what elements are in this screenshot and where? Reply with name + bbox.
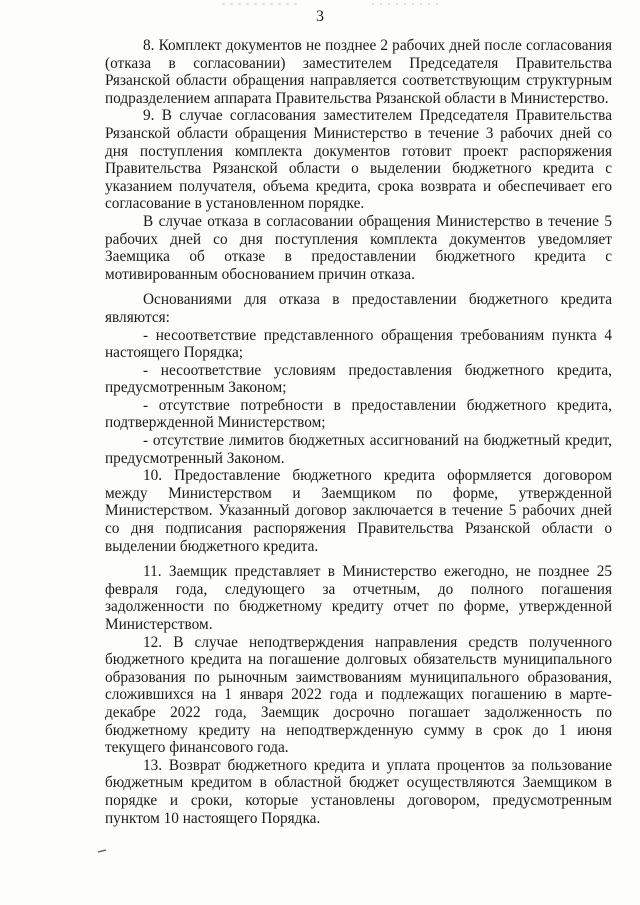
refusal-ground-item: - отсутствие потребности в предоставлении бюджетного кредита, подтвержденной Министерством; xyxy=(105,396,612,432)
spacer xyxy=(105,283,612,291)
clause-12: 12. В случае неподтверждения направления средств полученного бюджетного кредита на погашение долговых обязательств муниципального образования по рыночным заимствованиям муниципального образования, сложившихся на 1 января 2022 года и подлежащих погашению в марте-декабре 2022 года, Заемщик досрочно погашает задолженность по бюджетному кредиту на неподтвержденную сумму в срок до 1 июня текущего финансового года. xyxy=(105,633,612,757)
clause-10: 10. Предоставление бюджетного кредита оформляется договором между Министерством и Заемщиком по форме, утвержденной Министерством. Указанный договор заключается в течение 5 рабочих дней со дня подписания распоряжения Правительства Рязанской области о выделении бюджетного кредита. xyxy=(105,467,612,555)
scan-pen-mark xyxy=(98,850,106,852)
refusal-ground-item: - несоответствие условиям предоставления бюджетного кредита, предусмотренным Законом; xyxy=(105,361,612,397)
document-body xyxy=(105,37,612,827)
clause-11: 11. Заемщик представляет в Министерство ежегодно, не позднее 25 февраля года, следующего за отчетным, до полного погашения задолженности по бюджетному кредиту отчет по форме, утвержденной Министерством. xyxy=(105,563,612,633)
clause-13: 13. Возврат бюджетного кредита и уплата процентов за пользование бюджетным кредитом в областной бюджет осуществляются Заемщиком в порядке и сроки, которые установлены договором, предусмотренным пунктом 10 настоящего Порядка. xyxy=(105,756,612,827)
refusal-grounds-intro: Основаниями для отказа в предоставлении бюджетного кредита являются: xyxy=(105,291,612,326)
spacer xyxy=(105,555,612,563)
refusal-ground-item: - отсутствие лимитов бюджетных ассигнований на бюджетный кредит, предусмотренный Законом. xyxy=(105,432,612,467)
page-number: 3 xyxy=(316,8,324,25)
clause-9: 9. В случае согласования заместителем Председателя Правительства Рязанской области обращения Министерство в течение 3 рабочих дней со дня поступления комплекта документов готовит проект распоряжения Правительства Рязанской области о выделении бюджетного кредита с указанием получателя, объема кредита, срока возврата и обеспечивает его согласование в установленном порядке. xyxy=(105,107,612,213)
clause-8: 8. Комплект документов не позднее 2 рабочих дней после согласования (отказа в согласовании) заместителем Председателя Правительства Рязанской области обращения направляется соответствующим структурным подразделением аппарата Правительства Рязанской области в Министерство. xyxy=(105,37,612,107)
clause-9-refusal: В случае отказа в согласовании обращения Министерство в течение 5 рабочих дней со дня поступления комплекта документов уведомляет Заемщика об отказе в предоставлении бюджетного кредита с мотивированным обоснованием причин отказа. xyxy=(105,212,612,283)
refusal-ground-item: - несоответствие представленного обращения требованиям пункта 4 настоящего Порядка; xyxy=(105,326,612,362)
